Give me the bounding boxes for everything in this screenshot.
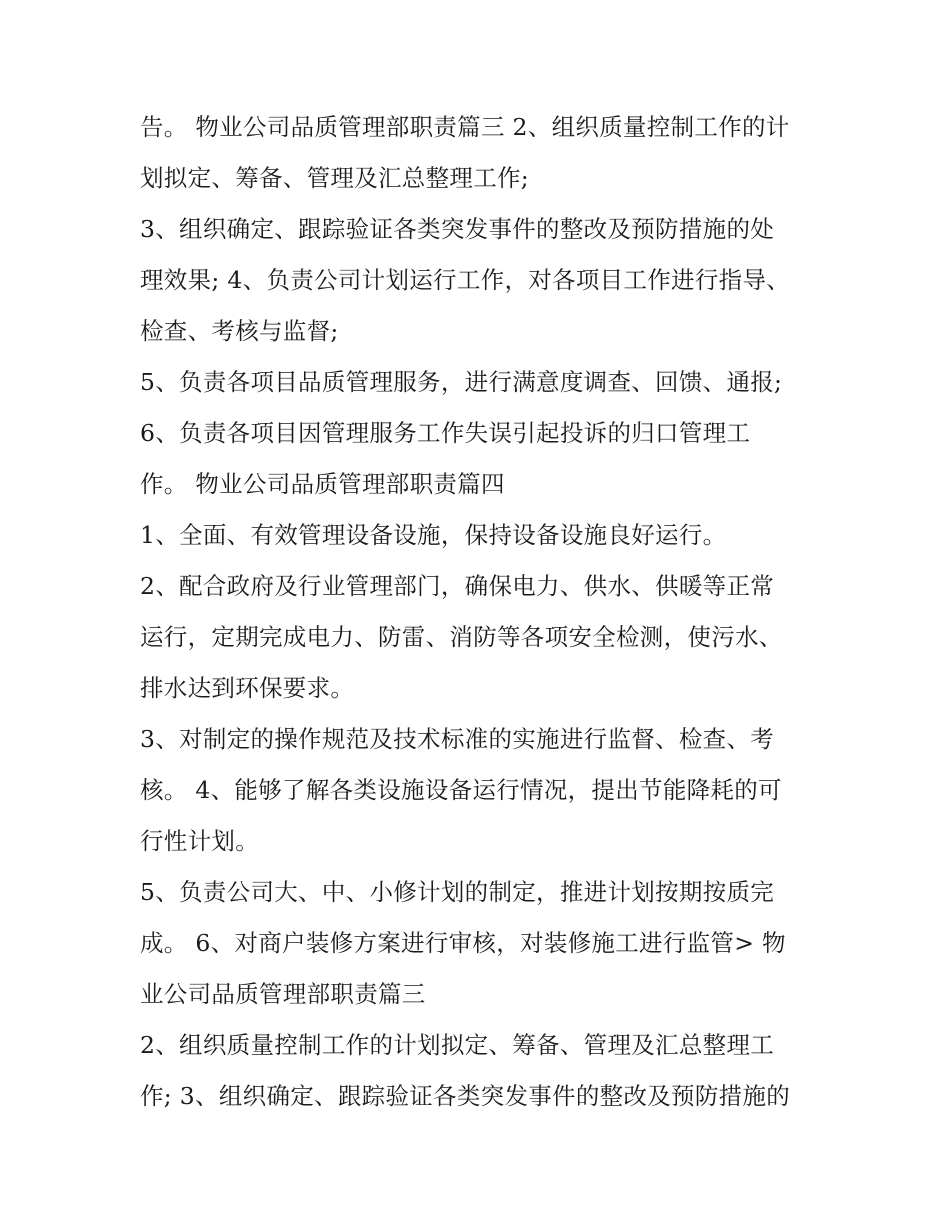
text-line: 运行，定期完成电力、防雷、消防等各项安全检测，使污水、 xyxy=(140,623,783,651)
text-line: 核。 4、能够了解各类设施设备运行情况，提出节能降耗的可 xyxy=(140,776,782,804)
text-line: 理效果; 4、负责公司计划运行工作，对各项目工作进行指导、 xyxy=(140,266,791,294)
document-body xyxy=(140,102,820,1122)
text-line: 业公司品质管理部职责篇三 xyxy=(140,980,426,1008)
text-line: 2、配合政府及行业管理部门，确保电力、供水、供暖等正常 xyxy=(140,572,775,600)
text-line: 3、对制定的操作规范及技术标准的实施进行监督、检查、考 xyxy=(140,725,775,753)
text-line: 划拟定、筹备、管理及汇总整理工作; xyxy=(140,164,530,192)
text-line: 作。 物业公司品质管理部职责篇四 xyxy=(140,470,505,498)
text-line: 2、组织质量控制工作的计划拟定、筹备、管理及汇总整理工 xyxy=(140,1031,775,1059)
text-line: 检查、考核与监督; xyxy=(140,317,339,345)
text-line: 5、负责各项目品质管理服务，进行满意度调查、回馈、通报; xyxy=(140,368,783,396)
text-line: 行性计划。 xyxy=(140,827,259,855)
text-line: 6、负责各项目因管理服务工作失误引起投诉的归口管理工 xyxy=(140,419,751,447)
text-line: 1、全面、有效管理设备设施，保持设备设施良好运行。 xyxy=(140,521,727,549)
text-line: 成。 6、对商户装修方案进行审核，对装修施工进行监管> 物 xyxy=(140,929,786,957)
text-line: 3、组织确定、跟踪验证各类突发事件的整改及预防措施的处 xyxy=(140,215,775,243)
text-line: 排水达到环保要求。 xyxy=(140,674,355,702)
text-line: 作; 3、组织确定、跟踪验证各类突发事件的整改及预防措施的 xyxy=(140,1082,791,1110)
text-line: 告。 物业公司品质管理部职责篇三 2、组织质量控制工作的计 xyxy=(140,113,790,141)
text-line: 5、负责公司大、中、小修计划的制定，推进计划按期按质完 xyxy=(140,878,775,906)
